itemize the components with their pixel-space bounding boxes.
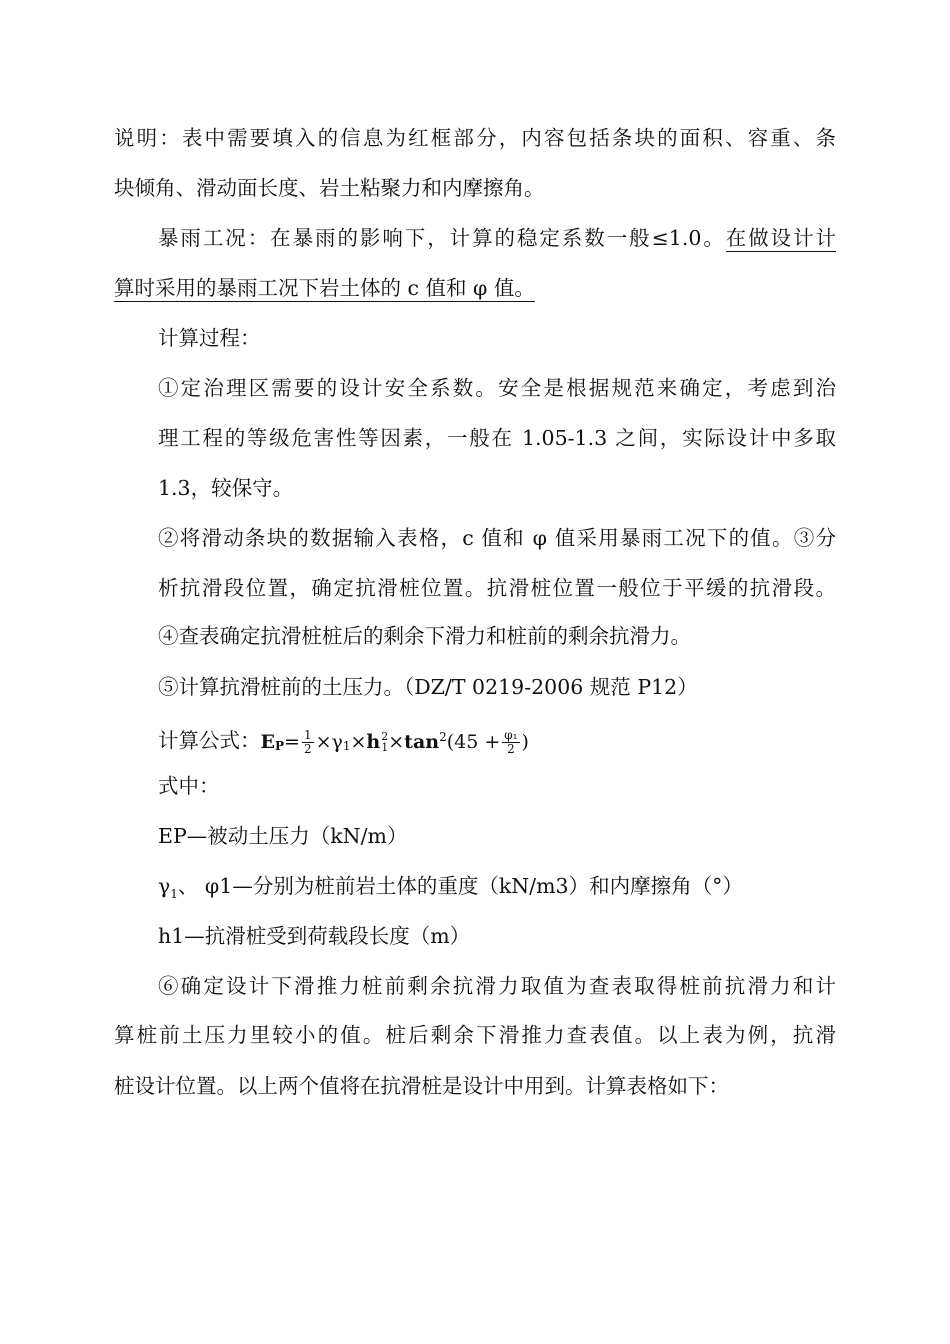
formula-h: h <box>366 731 381 753</box>
formula-phi-num: φ₁ <box>504 727 518 742</box>
text-line-12: ⑤计算抗滑桩前的土压力。（DZ/T 0219-2006 规范 P12） <box>158 675 698 699</box>
formula-times-3: × <box>388 731 405 753</box>
text-line-3-a: 暴雨工况：在暴雨的影响下，计算的稳定系数一般≤1.0。 <box>158 226 726 250</box>
formula-phi-den: 2 <box>507 741 515 756</box>
formula-open: (45 + <box>446 731 501 753</box>
text-line-8: 1.3，较保守。 <box>158 476 294 500</box>
text-line-11: ④查表确定抗滑桩桩后的剩余下滑力和桩前的剩余抗滑力。 <box>158 624 691 648</box>
gamma-symbol: γ <box>158 874 171 898</box>
formula-tan: tan <box>404 731 440 753</box>
formula-label: 计算公式： <box>158 728 261 753</box>
formula-half-den: 2 <box>303 741 312 756</box>
formula-h-sub: 1 <box>381 741 389 754</box>
text-line-6: ①定治理区需要的设计安全系数。安全是根据规范来确定，考虑到治 <box>158 376 836 400</box>
text-line-17: h1—抗滑桩受到荷载段长度（m） <box>158 924 471 948</box>
text-line-10: 析抗滑段位置，确定抗滑桩位置。抗滑桩位置一般位于平缓的抗滑段。 <box>158 576 836 600</box>
text-line-4 <box>114 274 836 302</box>
formula-line <box>158 719 836 755</box>
text-line-4-underlined: 算时采用的暴雨工况下岩土体的 c 值和 φ 值。 <box>114 276 535 300</box>
formula-close: ) <box>521 731 529 753</box>
text-line-15: EP—被动土压力（kN/m） <box>158 824 408 848</box>
formula-times-2: × <box>350 731 367 753</box>
formula-p-sub: P <box>274 739 285 753</box>
text-line-5: 计算过程： <box>158 326 261 350</box>
text-line-1: 说明：表中需要填入的信息为红框部分，内容包括条块的面积、容重、条 <box>114 126 836 150</box>
formula-h-indices <box>381 731 388 753</box>
text-line-18: ⑥确定设计下滑推力桩前剩余抗滑力取值为查表取得桩前抗滑力和计 <box>158 974 836 998</box>
text-line-16-rest: 、 φ1—分别为桩前岩土体的重度（kN/m3）和内摩擦角（°） <box>177 874 743 898</box>
formula-tan-sup: 2 <box>439 730 447 744</box>
formula-half <box>302 729 314 756</box>
text-line-16 <box>158 872 836 908</box>
formula-gamma: γ <box>331 731 343 753</box>
text-line-3 <box>158 224 836 252</box>
formula-e: E <box>260 731 275 753</box>
formula-gamma-sub: 1 <box>342 739 351 753</box>
gamma-subscript: 1 <box>170 887 178 902</box>
formula-half-num: 1 <box>303 727 312 742</box>
passive-pressure-formula <box>261 719 529 765</box>
text-line-9: ②将滑动条块的数据输入表格，c 值和 φ 值采用暴雨工况下的值。③分 <box>158 526 836 550</box>
formula-phi-half <box>502 729 519 756</box>
formula-times-1: × <box>315 731 332 753</box>
text-line-2: 块倾角、滑动面长度、岩土粘聚力和内摩擦角。 <box>114 176 545 200</box>
formula-eq: = <box>284 731 300 753</box>
text-line-7: 理工程的等级危害性等因素，一般在 1.05-1.3 之间，实际设计中多取 <box>158 426 836 450</box>
text-line-20: 桩设计位置。以上两个值将在抗滑桩是设计中用到。计算表格如下： <box>114 1074 729 1098</box>
text-line-14: 式中： <box>158 774 220 798</box>
text-line-19: 算桩前土压力里较小的值。桩后剩余下滑推力查表值。以上表为例，抗滑 <box>114 1023 836 1047</box>
text-line-3-underlined: 在做设计计 <box>725 226 837 250</box>
formula-h-sup: 2 <box>381 730 389 743</box>
